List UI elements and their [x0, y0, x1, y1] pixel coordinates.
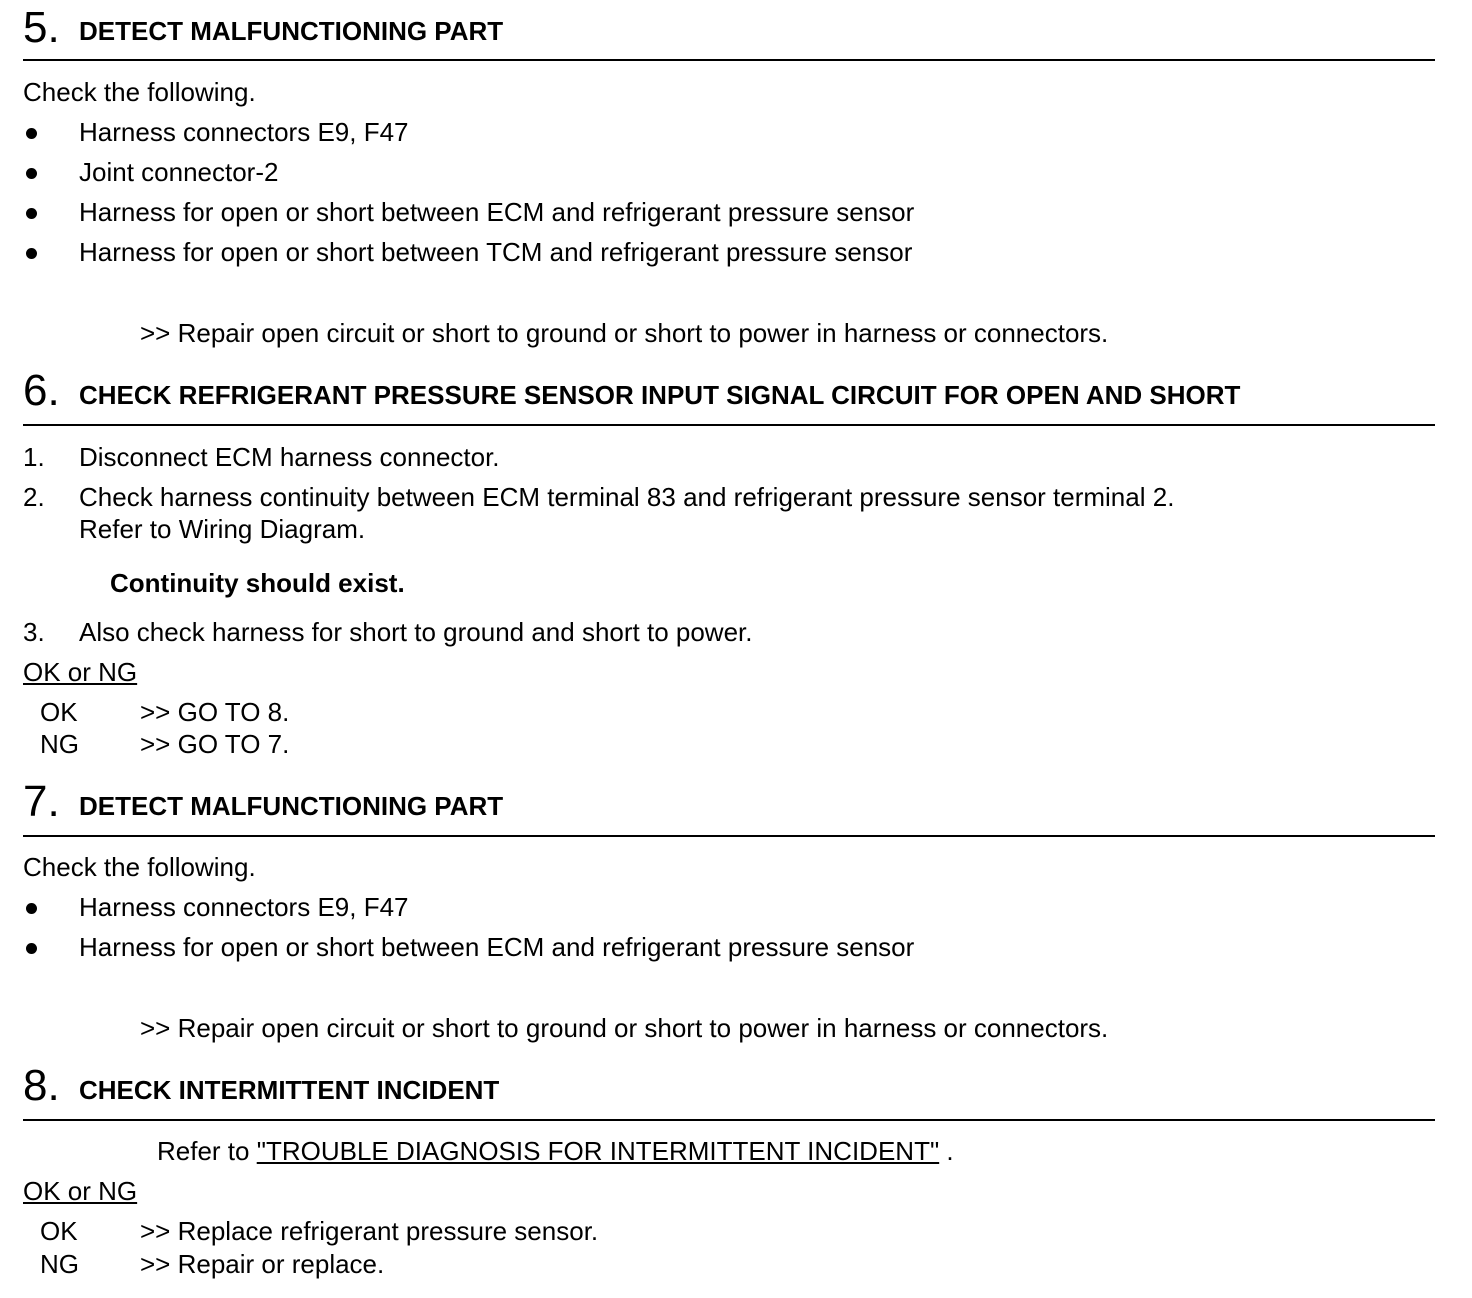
step-7-number: 7.: [23, 777, 60, 826]
step-5-bullet-3: Harness for open or short between ECM and refrigerant pressure sensor: [79, 197, 915, 227]
step-8-number: 8.: [23, 1061, 60, 1110]
step-7-intro: Check the following.: [23, 852, 256, 882]
step-7-action: >> Repair open circuit or short to ground or short to power in harness or connectors.: [140, 1013, 1109, 1043]
step-5-number: 5.: [23, 3, 60, 52]
step-6-okng-label: OK or NG: [23, 657, 138, 687]
step-7-bullet-2: Harness for open or short between ECM and refrigerant pressure sensor: [79, 932, 915, 962]
step-5-bullet-2: Joint connector-2: [79, 157, 279, 187]
step-8-result-ok-action: >> Replace refrigerant pressure sensor.: [140, 1216, 599, 1246]
step-6-item-2-text: Check harness continuity between ECM terminal 83 and refrigerant pressure sensor terminal 2.: [79, 482, 1175, 512]
step-8-title: CHECK INTERMITTENT INCIDENT: [79, 1075, 500, 1105]
step-6-item-2-number: 2.: [23, 482, 45, 512]
step-6-item-1-number: 1.: [23, 442, 45, 472]
bullet-icon: [26, 903, 37, 914]
refer-prefix: Refer to: [157, 1136, 257, 1166]
step-5-bullet-1: Harness connectors E9, F47: [79, 117, 409, 147]
step-6-result-ng-action: >> GO TO 7.: [140, 729, 290, 759]
step-6-result-ng-label: NG: [40, 729, 79, 759]
intermittent-incident-link[interactable]: "TROUBLE DIAGNOSIS FOR INTERMITTENT INCIDENT": [256, 1136, 940, 1166]
step-5-intro: Check the following.: [23, 77, 256, 107]
step-7-bullet-1: Harness connectors E9, F47: [79, 892, 409, 922]
bullet-icon: [26, 943, 37, 954]
bullet-icon: [26, 128, 37, 139]
bullet-icon: [26, 168, 37, 179]
step-7-divider: [23, 835, 1435, 837]
bullet-icon: [26, 248, 37, 259]
step-6-title: CHECK REFRIGERANT PRESSURE SENSOR INPUT SIGNAL CIRCUIT FOR OPEN AND SHORT: [79, 380, 1241, 410]
step-8-result-ng-action: >> Repair or replace.: [140, 1249, 385, 1279]
step-8-result-ok-label: OK: [40, 1216, 78, 1246]
step-6-item-3-number: 3.: [23, 617, 45, 647]
step-8-okng-label: OK or NG: [23, 1176, 138, 1206]
step-8-result-ng-label: NG: [40, 1249, 79, 1279]
step-5-action: >> Repair open circuit or short to ground or short to power in harness or connectors.: [140, 318, 1109, 348]
step-6-number: 6.: [23, 366, 60, 415]
step-8-refer-line: [157, 1136, 954, 1166]
step-5-bullet-4: Harness for open or short between TCM and refrigerant pressure sensor: [79, 237, 913, 267]
step-6-item-1-text: Disconnect ECM harness connector.: [79, 442, 500, 472]
refer-suffix: .: [939, 1136, 954, 1166]
step-6-spec: Continuity should exist.: [110, 568, 405, 598]
step-6-result-ok-label: OK: [40, 697, 78, 727]
step-7-title: DETECT MALFUNCTIONING PART: [79, 791, 504, 821]
step-6-item-3-text: Also check harness for short to ground and short to power.: [79, 617, 753, 647]
bullet-icon: [26, 208, 37, 219]
step-6-result-ok-action: >> GO TO 8.: [140, 697, 290, 727]
step-5-title: DETECT MALFUNCTIONING PART: [79, 16, 504, 46]
step-6-item-2-reference: Refer to Wiring Diagram.: [79, 514, 366, 544]
step-6-divider: [23, 424, 1435, 426]
step-8-divider: [23, 1119, 1435, 1121]
step-5-divider: [23, 59, 1435, 61]
